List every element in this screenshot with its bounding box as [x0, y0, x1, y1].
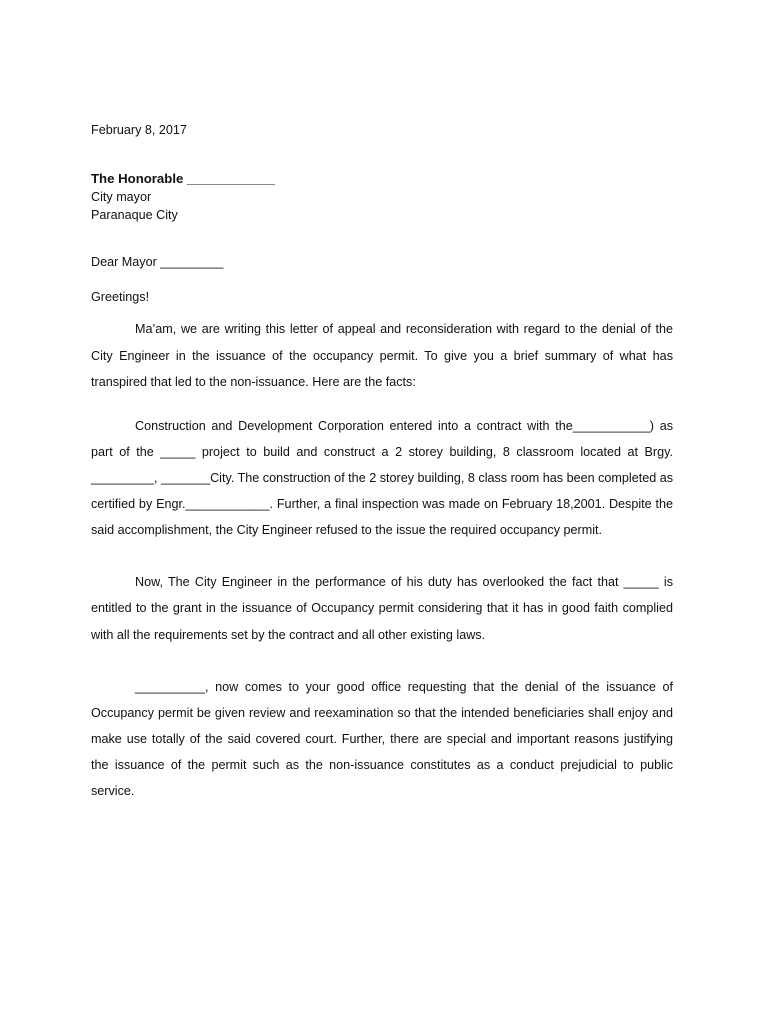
paragraph-4-line-1: __________, now comes to your good office requesting that the denial of the issuance of — [135, 680, 673, 694]
paragraph-2-line-3: _________, _______City. The construction of the 2 storey building, 8 class room has been completed as — [91, 471, 674, 485]
paragraph-4-line-4: the issuance of the permit such as the non-issuance constitutes as a conduct prejudicial to public — [91, 758, 673, 772]
recipient-city: Paranaque City — [91, 208, 178, 222]
paragraph-1-line-1: Ma’am, we are writing this letter of appeal and reconsideration with regard to the denial of the — [135, 322, 673, 336]
recipient-position: City mayor — [91, 190, 152, 204]
paragraph-1-line-3: transpired that led to the non-issuance. Here are the facts: — [91, 375, 416, 389]
paragraph-4-line-2: Occupancy permit be given review and reexamination so that the intended beneficiaries shall enjoy and — [91, 706, 673, 720]
paragraph-4-line-5: service. — [91, 784, 135, 798]
paragraph-4-line-3: make use totally of the said covered court. Further, there are special and important reasons justifying — [91, 732, 673, 746]
paragraph-1-line-2: City Engineer in the issuance of the occupancy permit. To give you a brief summary of what has — [91, 349, 673, 363]
paragraph-3-line-3: with all the requirements set by the contract and all other existing laws. — [91, 628, 486, 642]
greeting: Greetings! — [91, 290, 150, 304]
paragraph-2-line-1: Construction and Development Corporation entered into a contract with the___________) as — [135, 419, 673, 433]
paragraph-2-line-2: part of the _____ project to build and construct a 2 storey building, 8 classroom located at Brgy. — [91, 445, 673, 459]
paragraph-2-line-5: said accomplishment, the City Engineer refused to the issue the required occupancy permit. — [91, 523, 603, 537]
paragraph-2-line-4: certified by Engr.____________. Further, a final inspection was made on February 18,2001. Despite the — [91, 497, 673, 511]
paragraph-3-line-2: entitled to the grant in the issuance of Occupancy permit considering that it has in good faith complied — [91, 601, 673, 615]
paragraph-3-line-1: Now, The City Engineer in the performance of his duty has overlooked the fact that _____ is — [135, 575, 673, 589]
letter-date: February 8, 2017 — [91, 123, 187, 137]
recipient-title: The Honorable ____________ — [91, 171, 275, 186]
salutation: Dear Mayor _________ — [91, 255, 224, 269]
